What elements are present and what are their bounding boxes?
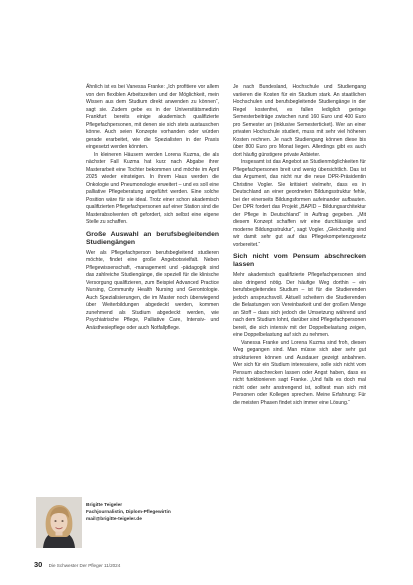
left-article-column — [86, 84, 219, 332]
page-footer — [34, 561, 234, 570]
author-email[interactable]: mail@brigitte-teigeler.de — [86, 516, 142, 522]
author-box — [36, 497, 241, 549]
body-paragraph: Mehr akademisch qualifizierte Pflegefachpersonen sind also dringend nötig. Der häufige Weg dorthin – ein berufsbegleitendes Studium – ist für die Studierenden jedoch anspruchsvoll. Aktuell scheitern die Studierenden die Belastungen von Vereinbarkeit und der großen Menge an Stoff – dass sich jedoch die Umsetzung während und nach dem Studium lohnt, darüber sind Pflegefachpersonen bereit, die sich intensiv mit der Doppelbelastung zeigen, eine Doppelbelastung auf sich zu nehmen. — [233, 272, 366, 338]
publication-name: Die Schwester Der Pfleger 11/2024 — [48, 563, 121, 568]
body-paragraph: In kleineren Häusern werden Lorena Kuzma, die als nächster Fall Kuzma hat kurz nach Abgabe ihrer Masterarbeit eine Tochter bekommen und möchte im April 2025 wieder einsteigen. In ihrem Haus werden die Onkologie und Pneumonologie erweitert – und es soll eine palliative Pflegeberatung angeführt werden. Eine solche Position wäre für sie ideal. Trotz einer schon akademisch qualifizierten Pflegefachpersonen auf einer Station sind die Masterabsolventen oft gefordert, sich selbst eine eigene Stelle zu schaffen. — [86, 151, 219, 225]
right-article-column — [233, 84, 366, 407]
body-paragraph: Wer als Pflegefachperson berufsbegleitend studieren möchte, findet eine große Angebotsvielfalt. Neben Pflegewissenschaft, -management und -pädagogik sind das zahlreiche Studiengänge, die speziell für die klinische Versorgung qualifizieren, zum Beispiel Advanced Practice Nursing, Community Health Nursing und Gerontologie. Auch Spezialisierungen, die im Master noch überwiegend über Weiterbildungen abgedeckt werden, kommen zunehmend als Studium abgedeckt werden, wie Psychiatrische Pflege, Palliative Care, Intensiv- und Anästhesiepflege oder auch Notfallpflege. — [86, 249, 219, 331]
portrait-image — [36, 497, 82, 548]
section-heading: Große Auswahl an berufsbegleitenden Studiengängen — [86, 230, 219, 246]
author-name: Brigitte Teigeler — [86, 503, 123, 508]
author-role: Fachjournalistin, Diplom-Pflegewirtin — [86, 509, 171, 515]
section-heading: Sich nicht vom Pensum abschrecken lassen — [233, 253, 366, 268]
body-paragraph: Ähnlich ist es bei Vanessa Franke: „Ich profitiere vor allem von den flexiblen Arbeitszeiten und der Möglichkeit, mein Wissen aus dem Studium direkt anwenden zu können“, sagt sie. Zudem gebe es in der Universitätsmedizin Frankfurt bereits einige akademisch qualifizierte Pflegefachpersonen, mit denen sie sich stets austauschen könne. Auch seien Konzepte vorhanden oder würden gerade erarbeitet, wie die Spezialisten in der Praxis eingesetzt werden könnten. — [86, 84, 219, 150]
page-number: 30 — [34, 560, 43, 569]
body-paragraph: Vanessa Franke und Lorena Kuzma sind froh, diesen Weg gegangen sind. Man müsse sich aber sehr gut strukturieren können und Ausdauer gezeigt anbahnen. Wer sich für ein Studium interessiere, solle sich nicht vom Pensum abschrecken lassen oder Angst haben, dass es nicht funktionieren sagt Franke. „Und falls es doch mal nicht oder sehr anstrengend ist, solltest man sich mit Personen oder Kollegen sprechen. Meine Erfahrung: Für die meisten Phasen findet sich immer eine Lösung.“ — [233, 339, 366, 406]
author-info — [86, 503, 236, 523]
author-photo — [36, 497, 82, 548]
body-paragraph: Insgesamt ist das Angebot an Studienmöglichkeiten für Pflegefachpersonen breit und wenig übersichtlich. Das ist das Argument, das nicht nur die neue DPR-Präsidentin Christine Vogler. Sie kritisiert vielmehr, dass es in Deutschland an einer geordneten Bildungsstruktur fehle, bei der einerseits Bildungsformen aufeinander aufbauten. Der DPR fordert das Projekt „BAPID – Bildungsarchitektur der Pflege in Deutschland“ in Auftrag gegeben. „Mit diesem Konzept schaffen wir eine durchlässige und moderne Bildungsstruktur“, sagt Vogler. „Gleichzeitig sind wir damit sehr gut auf das Pflegekompetenzgesetz vorbereitet.“ — [233, 159, 366, 248]
body-paragraph: Je nach Bundesland, Hochschule und Studiengang variieren die Kosten für ein Studium stark. An staatlichen Hochschulen und berufsbegleitende Studiengänge in der Regel kostenfrei, es fallen lediglich geringe Semesterbeiträge zwischen rund 160 Euro und 400 Euro pro Semester an (inklusive Semesterticket). Wer an einer privaten Hochschule studiert, muss mit sehr viel höheren Kosten rechnen. Je nach Studiengang können diese bis über 800 Euro pro Monat liegen. Allerdings gibt es auch dort häufig günstigere private Anbieter. — [233, 84, 366, 158]
